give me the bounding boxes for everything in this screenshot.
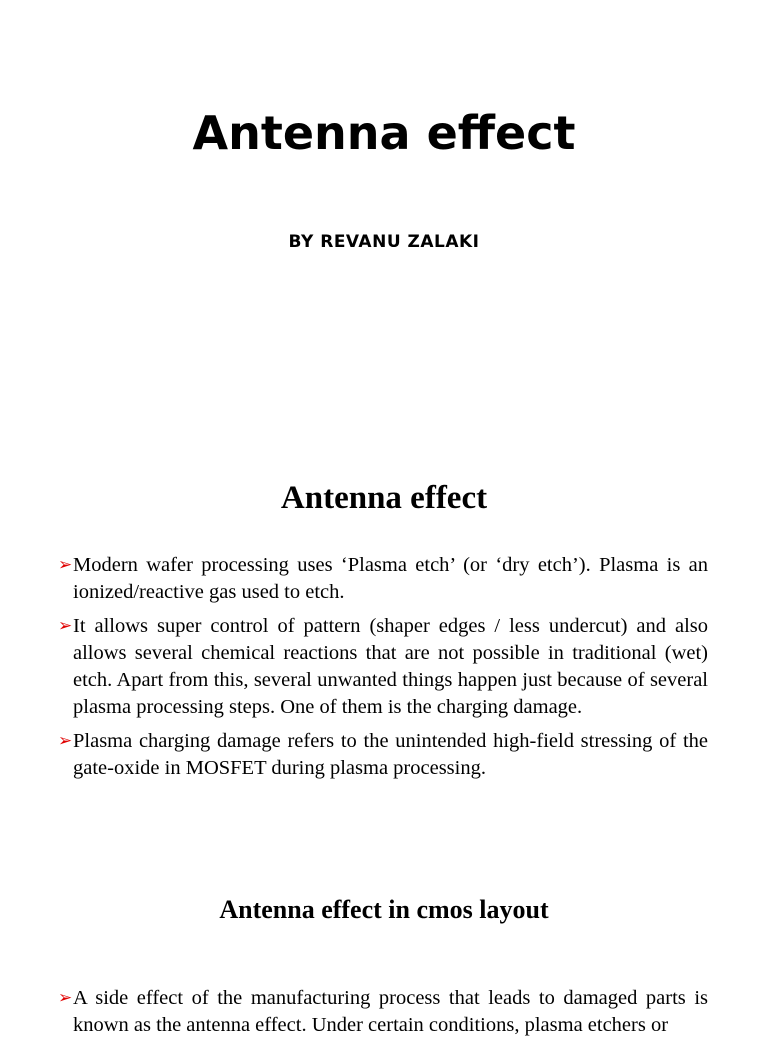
arrow-bullet-icon: ➢ [58, 616, 73, 636]
section-heading: Antenna effect [280, 480, 488, 516]
bullet-text: It allows super control of pattern (shaper edges / less undercut) and also allows several chemical reactions that are not possible in traditional (wet) etch. Apart from this, several unwanted things happen just because of several plasma processing steps. One of them is the charging damage. [73, 615, 708, 718]
bullet-item [58, 613, 708, 721]
arrow-bullet-icon: ➢ [58, 555, 73, 575]
bullet-list [58, 552, 708, 789]
bullet-text: Plasma charging damage refers to the unintended high-field stressing of the gate-oxide in MOSFET during plasma processing. [73, 730, 708, 779]
arrow-bullet-icon: ➢ [58, 731, 73, 751]
bullet-item [58, 728, 708, 782]
bullet-item [58, 985, 708, 1039]
section-heading: Antenna effect in cmos layout [219, 895, 549, 924]
bullet-list [58, 985, 708, 1046]
bullet-item [58, 552, 708, 606]
arrow-bullet-icon: ➢ [58, 988, 73, 1008]
bullet-text: Modern wafer processing uses ‘Plasma etch’ (or ‘dry etch’). Plasma is an ionized/reactive gas used to etch. [73, 554, 708, 603]
slide-title: Antenna effect [192, 106, 576, 160]
slide-author: BY REVANU ZALAKI [288, 232, 480, 252]
bullet-text: A side effect of the manufacturing process that leads to damaged parts is known as the antenna effect. Under certain conditions, plasma etchers or [73, 987, 708, 1036]
